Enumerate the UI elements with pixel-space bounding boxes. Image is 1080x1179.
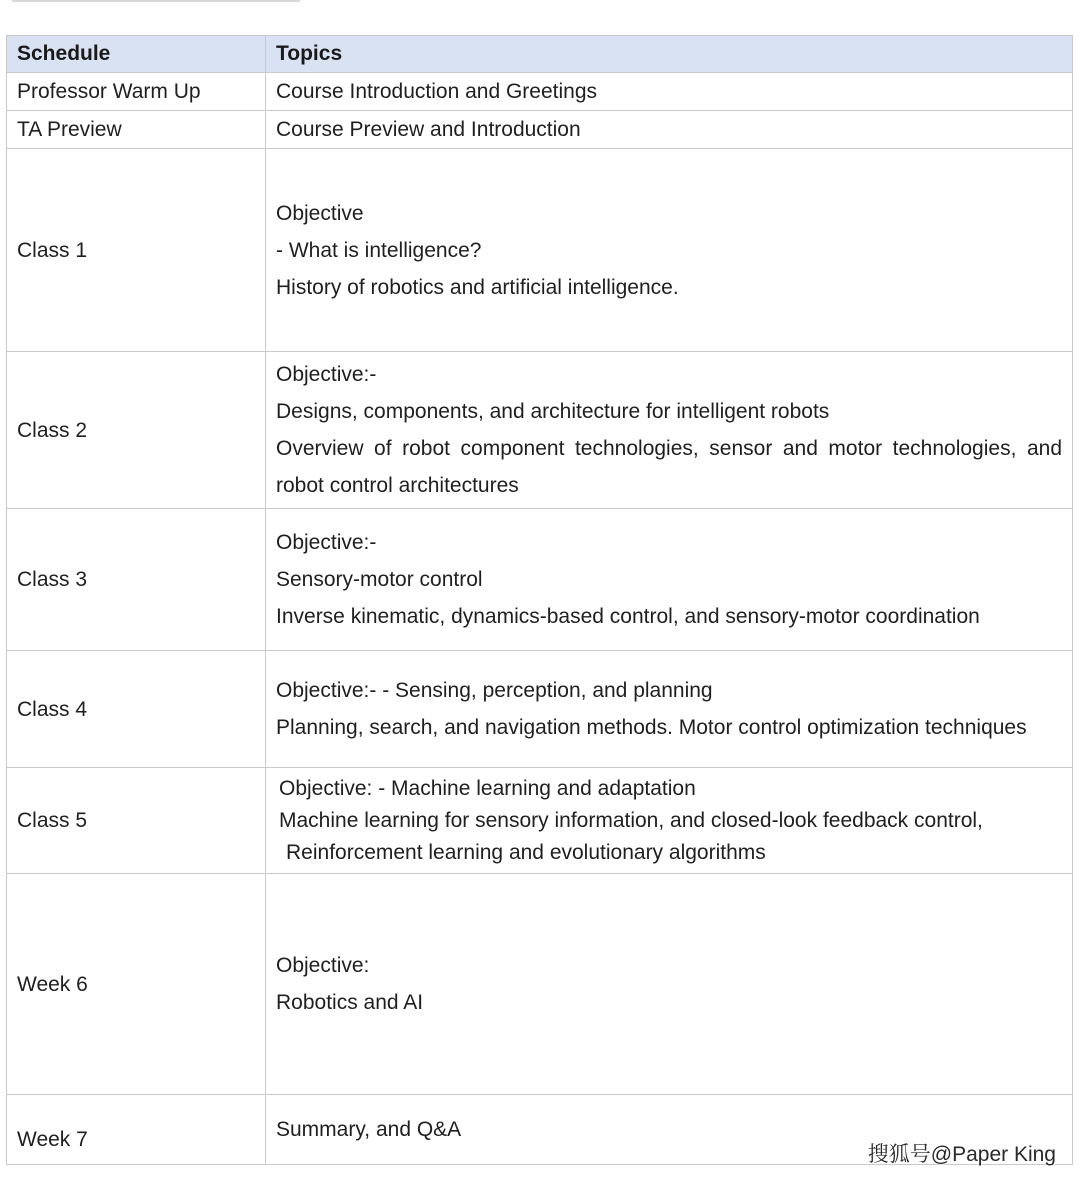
schedule-table (6, 35, 1073, 1165)
topic-line: Designs, components, and architecture for intelligent robots (276, 400, 830, 423)
topic-line: Overview of robot component technologies, sensor and motor technologies, and robot control architectures (276, 437, 1062, 497)
schedule-cell: Professor Warm Up (7, 73, 266, 111)
topic-cell (266, 651, 1073, 768)
topic-line: Inverse kinematic, dynamics-based control, and sensory-motor coordination (276, 605, 980, 628)
header-topics: Topics (266, 36, 1073, 73)
topic-line: Objective (276, 201, 364, 225)
table-row (7, 352, 1073, 509)
topic-cell (266, 509, 1073, 651)
schedule-cell: Class 1 (7, 149, 266, 352)
schedule-cell: TA Preview (7, 111, 266, 149)
table-row (7, 149, 1073, 352)
table-row (7, 509, 1073, 651)
topic-line: Reinforcement learning and evolutionary algorithms (286, 840, 766, 864)
topic-cell (266, 874, 1073, 1095)
table-row (7, 73, 1073, 111)
topic-line: Objective: (276, 954, 370, 977)
topic-line: Summary, and Q&A (276, 1118, 462, 1141)
schedule-cell: Week 7 (7, 1095, 266, 1165)
top-divider (12, 0, 300, 2)
watermark-text: 搜狐号@Paper King (867, 1143, 1056, 1166)
topic-line: - What is intelligence? (276, 238, 482, 262)
topic-line: Course Preview and Introduction (276, 118, 581, 141)
schedule-cell: Week 6 (7, 874, 266, 1095)
topic-line: Objective:- - Sensing, perception, and planning (276, 679, 713, 702)
topic-line: Objective: - Machine learning and adaptation (279, 776, 696, 800)
table-header-row (7, 36, 1073, 73)
topic-line: Sensory-motor control (276, 568, 483, 591)
table-row (7, 768, 1073, 874)
topic-line: Objective:- (276, 363, 377, 386)
topic-line: Machine learning for sensory information, and closed-look feedback control, (279, 808, 983, 832)
topic-cell (266, 149, 1073, 352)
schedule-cell: Class 4 (7, 651, 266, 768)
table-row (7, 874, 1073, 1095)
topic-cell (266, 111, 1073, 149)
schedule-cell: Class 3 (7, 509, 266, 651)
topic-line: Planning, search, and navigation methods. Motor control optimization techniques (276, 716, 1027, 739)
topic-cell (266, 768, 1073, 874)
schedule-cell: Class 5 (7, 768, 266, 874)
schedule-cell: Class 2 (7, 352, 266, 509)
header-schedule: Schedule (7, 36, 266, 73)
topic-cell (266, 352, 1073, 509)
topic-line: Objective:- (276, 531, 377, 554)
topic-cell (266, 73, 1073, 111)
table-row (7, 651, 1073, 768)
topic-line: History of robotics and artificial intelligence. (276, 275, 679, 299)
table-row (7, 111, 1073, 149)
topic-line: Course Introduction and Greetings (276, 80, 598, 103)
topic-line: Robotics and AI (276, 991, 424, 1014)
